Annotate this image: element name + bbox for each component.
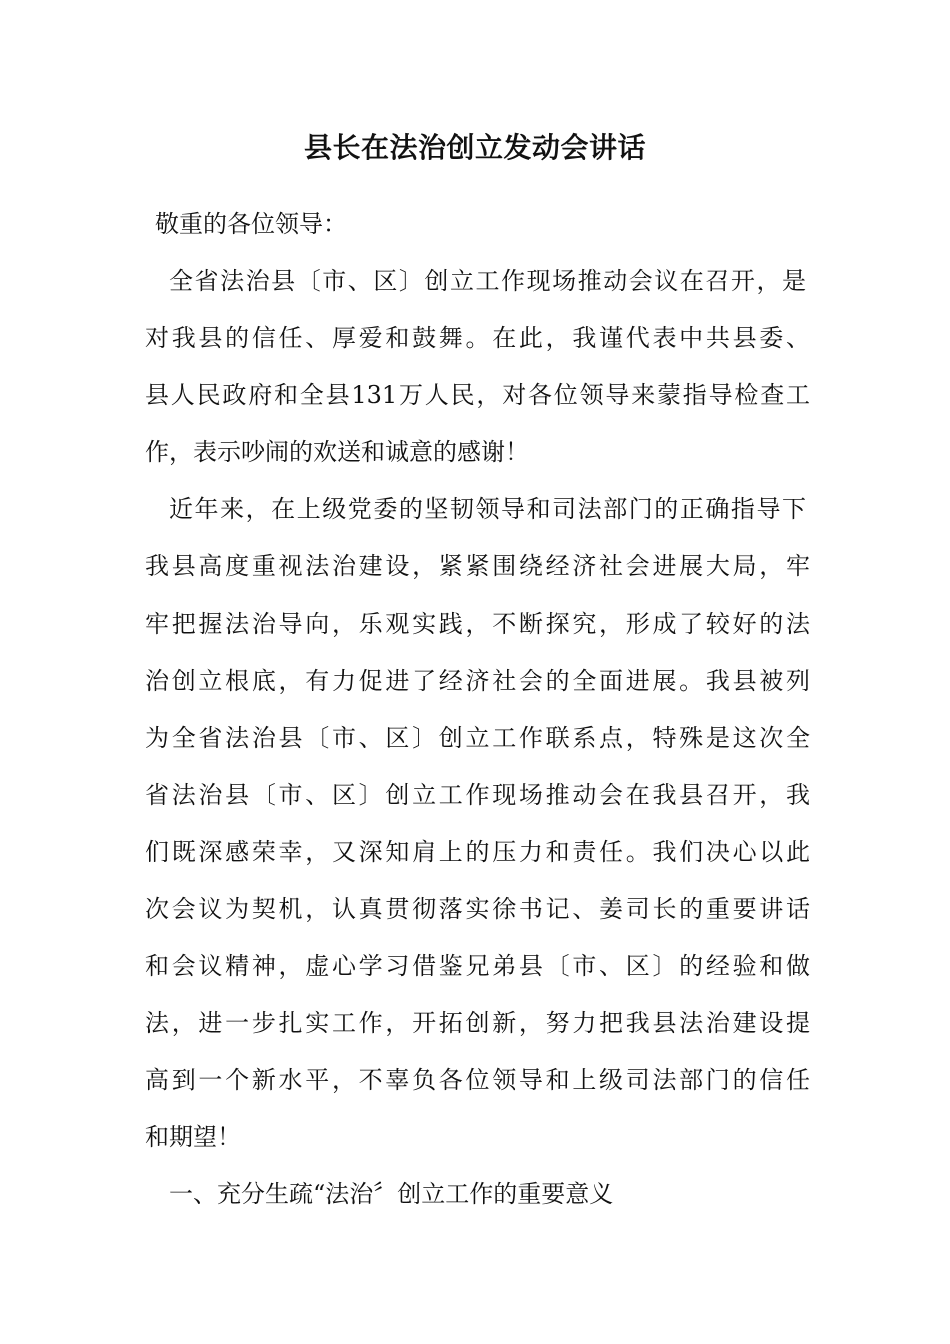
paragraph-line: 和期望！ xyxy=(145,1123,241,1151)
paragraph-line: 对我县的信任、厚爱和鼓舞。在此，我谨代表中共县委、 xyxy=(145,324,810,352)
paragraph-line: 为全省法治县〔市、区〕创立工作联系点，特殊是这次全 xyxy=(145,724,810,752)
paragraph-line: 们既深感荣幸，又深知肩上的压力和责任。我们决心以此 xyxy=(145,838,810,866)
paragraph-line: 我县高度重视法治建设，紧紧围绕经济社会进展大局，牢 xyxy=(145,552,810,580)
section-heading: 一、充分生疏“法治〞创立工作的重要意义 xyxy=(169,1180,614,1208)
paragraph-line: 作，表示吵闹的欢送和诚意的感谢！ xyxy=(145,438,529,466)
salutation: 敬重的各位领导： xyxy=(155,210,347,238)
paragraph-line: 高到一个新水平，不辜负各位领导和上级司法部门的信任 xyxy=(145,1066,810,1094)
paragraph-line: 全省法治县〔市、区〕创立工作现场推动会议在召开，是 xyxy=(169,267,806,295)
paragraph-line: 法，进一步扎实工作，开拓创新，努力把我县法治建设提 xyxy=(145,1009,810,1037)
paragraph-line: 次会议为契机，认真贯彻落实徐书记、姜司长的重要讲话 xyxy=(145,895,810,923)
paragraph-line: 和会议精神，虚心学习借鉴兄弟县〔市、区〕的经验和做 xyxy=(145,952,810,980)
paragraph-line: 近年来，在上级党委的坚韧领导和司法部门的正确指导下 xyxy=(169,495,806,523)
paragraph-line: 省法治县〔市、区〕创立工作现场推动会在我县召开，我 xyxy=(145,781,810,809)
paragraph-line: 牢把握法治导向，乐观实践，不断探究，形成了较好的法 xyxy=(145,610,810,638)
document-title: 县长在法治创立发动会讲话 xyxy=(303,131,646,164)
paragraph-line: 治创立根底，有力促进了经济社会的全面进展。我县被列 xyxy=(145,667,810,695)
paragraph-line: 县人民政府和全县131万人民，对各位领导来蒙指导检查工 xyxy=(145,381,810,409)
